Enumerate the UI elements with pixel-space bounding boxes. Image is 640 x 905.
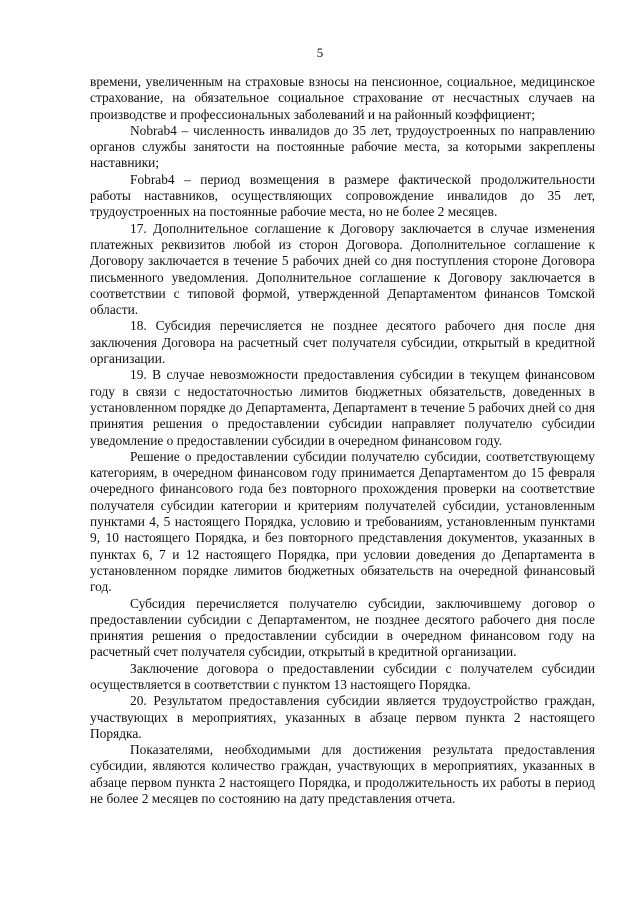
paragraph-indicators: Показателями, необходимыми для достижения результата предоставления субсидии, являются количество граждан, участвующих в мероприятиях, указанных в абзаце первом пункта 2 настоящего Порядка, и продолжительность их работы в период не более 2 месяцев по состоянию на дату представления отчета. bbox=[90, 742, 595, 807]
paragraph-item-20: 20. Результатом предоставления субсидии является трудоустройство граждан, участвующих в мероприятиях, указанных в абзаце первом пункта 2 настоящего Порядка. bbox=[90, 693, 595, 741]
paragraph-nobrab4-definition: Nobrab4 – численность инвалидов до 35 лет, трудоустроенных по направлению органов службы занятости на постоянные рабочие места, за которыми закреплены наставники; bbox=[90, 122, 595, 171]
paragraph-agreement: Заключение договора о предоставлении субсидии с получателем субсидии осуществляется в соответствии с пунктом 13 настоящего Порядка. bbox=[90, 660, 595, 692]
paragraph-item-19: 19. В случае невозможности предоставления субсидии в текущем финансовом году в связи с недостаточностью лимитов бюджетных обязательств, доведенных в установленном порядке до Департамента, Департамент в течение 5 рабочих дней со дня принятия решения о предоставлении субсидии направляет получателю субсидии уведомление о предоставлении субсидии в очередном финансовом году. bbox=[90, 367, 595, 448]
paragraph-continuation: времени, увеличенным на страховые взносы на пенсионное, социальное, медицинское страхование, на обязательное социальное страхование от несчастных случаев на производстве и профессиональных заболеваний и на районный коэффициент; bbox=[90, 74, 595, 122]
paragraph-decision: Решение о предоставлении субсидии получателю субсидии, соответствующему категориям, в очередном финансовом году принимается Департаментом до 15 февраля очередного финансового года без повторного прохождения проверки на соответствие получателя субсидии категории и критериям получателей субсидии, установленным пунктами 4, 5 настоящего Порядка, условию и требованиям, установленным пунктами 9, 10 настоящего Порядка, и без повторного представления документов, указанных в пунктах 6, 7 и 12 настоящего Порядка, при условии доведения до Департамента в установленном порядке лимитов бюджетных обязательств на очередной финансовый год. bbox=[90, 448, 595, 595]
document-body bbox=[90, 74, 595, 807]
paragraph-item-17: 17. Дополнительное соглашение к Договору заключается в случае изменения платежных реквизитов любой из сторон Договора. Дополнительное соглашение к Договору заключается в течение 5 рабочих дней со дня поступления стороне Договора письменного уведомления. Дополнительное соглашение к Договору заключается в соответствии с типовой формой, утвержденной Департаментом финансов Томской области. bbox=[90, 220, 595, 318]
paragraph-transfer: Субсидия перечисляется получателю субсидии, заключившему договор о предоставлении субсидии с Департаментом, не позднее десятого рабочего дня после принятия решения о предоставлении субсидии в очередном финансовом году на расчетный счет получателя субсидии, открытый в кредитной организации. bbox=[90, 595, 595, 660]
page-number: 5 bbox=[316, 45, 324, 60]
paragraph-item-18: 18. Субсидия перечисляется не позднее десятого рабочего дня после дня заключения Договора на расчетный счет получателя субсидии, открытый в кредитной организации. bbox=[90, 318, 595, 367]
paragraph-fobrab4-definition: Fobrab4 – период возмещения в размере фактической продолжительности работы наставников, осуществляющих сопровождение инвалидов до 35 лет, трудоустроенных на постоянные рабочие места, но не более 2 месяцев. bbox=[90, 171, 595, 220]
